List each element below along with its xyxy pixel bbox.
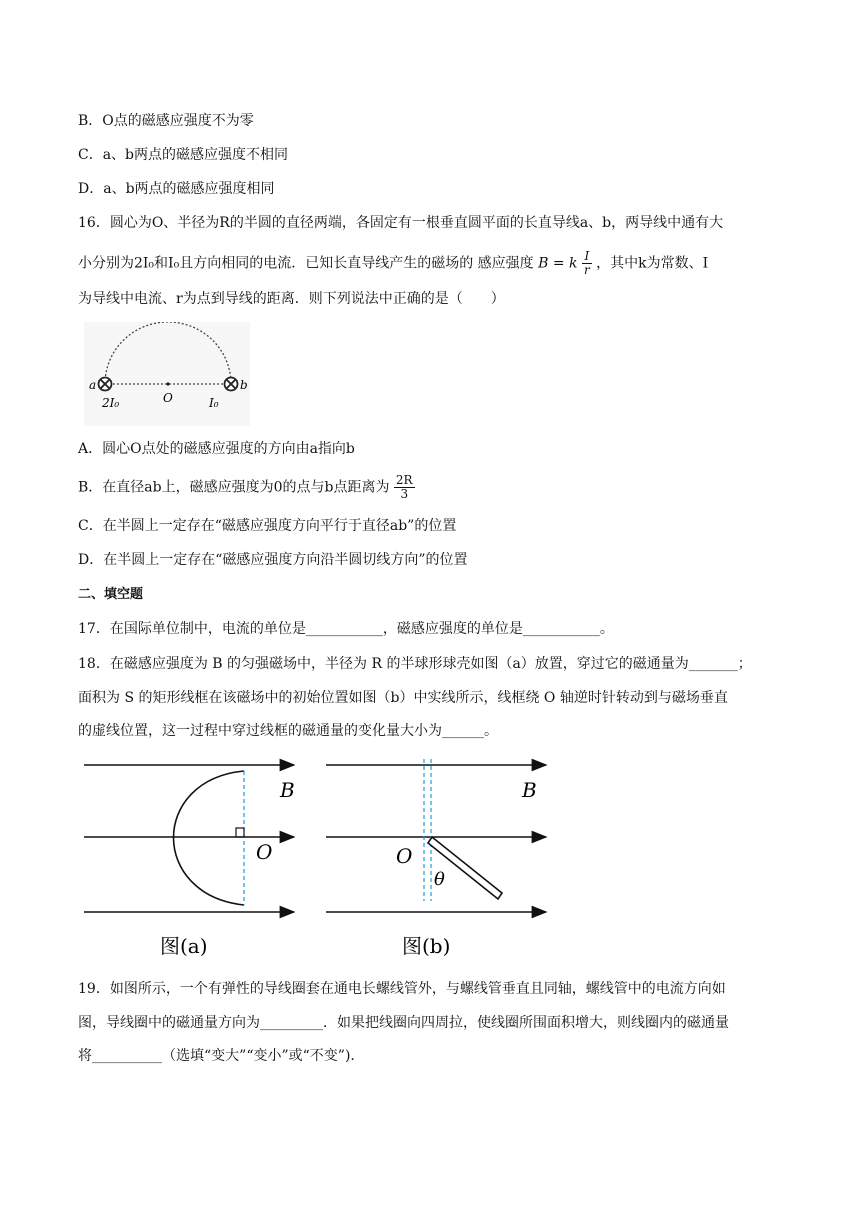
q18-figure-b [322,755,562,965]
q16-formula-num: I [582,250,592,264]
q16-line2 [78,250,708,277]
right-angle-mark [236,828,244,837]
option-d-q15: D．a、b两点的磁感应强度相同 [78,181,275,197]
q18-figure-a [80,755,310,965]
q16-formula-den: r [583,263,590,277]
label-2i0: 2I₀ [102,396,120,410]
q16-option-b-fraction [394,474,415,501]
label-b-fig-a: B [280,778,295,802]
q16-line3: 为导线中电流、r为点到导线的距离．则下列说法中正确的是（ ） [78,291,505,307]
q16-formula-fraction [582,250,592,277]
label-o-fig-b: O [396,844,413,868]
q16-figure [84,322,250,426]
q19-line3: 将__________（选填“变大”“变小”或“不变”). [78,1048,355,1064]
caption-fig-a: 图(a) [160,934,208,958]
q16-option-b [78,474,415,501]
label-b: b [240,378,248,392]
q19-line1: 19．如图所示，一个有弹性的导线圈套在通电长螺线管外，与螺线管垂直且同轴，螺线管中的电流方向如 [78,981,726,997]
label-i0: I₀ [209,396,219,410]
q18-line1: 18．在磁感应强度为 B 的匀强磁场中，半径为 R 的半球形球壳如图（a）放置，穿过它的磁通量为_______； [78,656,752,672]
label-theta: θ [434,869,445,890]
center-dot [166,382,169,385]
q16-option-c: C．在半圆上一定存在“磁感应强度方向平行于直径ab”的位置 [78,518,457,534]
option-b-q15: B．O点的磁感应强度不为零 [78,113,254,129]
section-title-fill-in: 二、填空题 [78,587,144,602]
q16-option-b-text: B．在直径ab上，磁感应强度为0的点与b点距离为 [78,479,390,496]
q16-line1: 16．圆心为O、半径为R的半圆的直径两端，各固定有一根垂直圆平面的长直导线a、b，两导线中通有大 [78,215,724,231]
q16-option-d: D．在半圆上一定存在“磁感应强度方向沿半圆切线方向”的位置 [78,552,468,568]
q19-line2: 图，导线圈中的磁通量方向为_________．如果把线圈向四周拉，使线圈所围面积增大，则线圈内的磁通量 [78,1015,729,1031]
label-a: a [89,378,97,392]
hemisphere-shell [174,771,245,905]
q16-option-b-den: 3 [400,487,409,501]
label-b-fig-b: B [522,778,537,802]
q18-line3: 的虚线位置，这一过程中穿过线框的磁通量的变化量大小为______。 [78,723,498,739]
q16-line2b: ，其中k为常数、I [596,255,709,272]
q16-option-b-num: 2R [395,473,413,487]
label-o: O [163,391,173,405]
q16-line2a: 小分别为2I₀和I₀且方向相同的电流．已知长直导线产生的磁场的 感应强度 [78,255,534,272]
label-o-fig-a: O [256,840,273,864]
caption-fig-b: 图(b) [402,934,451,958]
q17-text: 17．在国际单位制中，电流的单位是___________，磁感应强度的单位是___________。 [78,621,614,637]
option-c-q15: C．a、b两点的磁感应强度不相同 [78,147,289,163]
q18-line2: 面积为 S 的矩形线框在该磁场中的初始位置如图（b）中实线所示，线框绕 O 轴逆时针转动到与磁场垂直 [78,690,728,706]
q16-option-a: A．圆心O点处的磁感应强度的方向由a指向b [78,441,355,457]
q16-formula-lhs: B = k [538,255,578,272]
